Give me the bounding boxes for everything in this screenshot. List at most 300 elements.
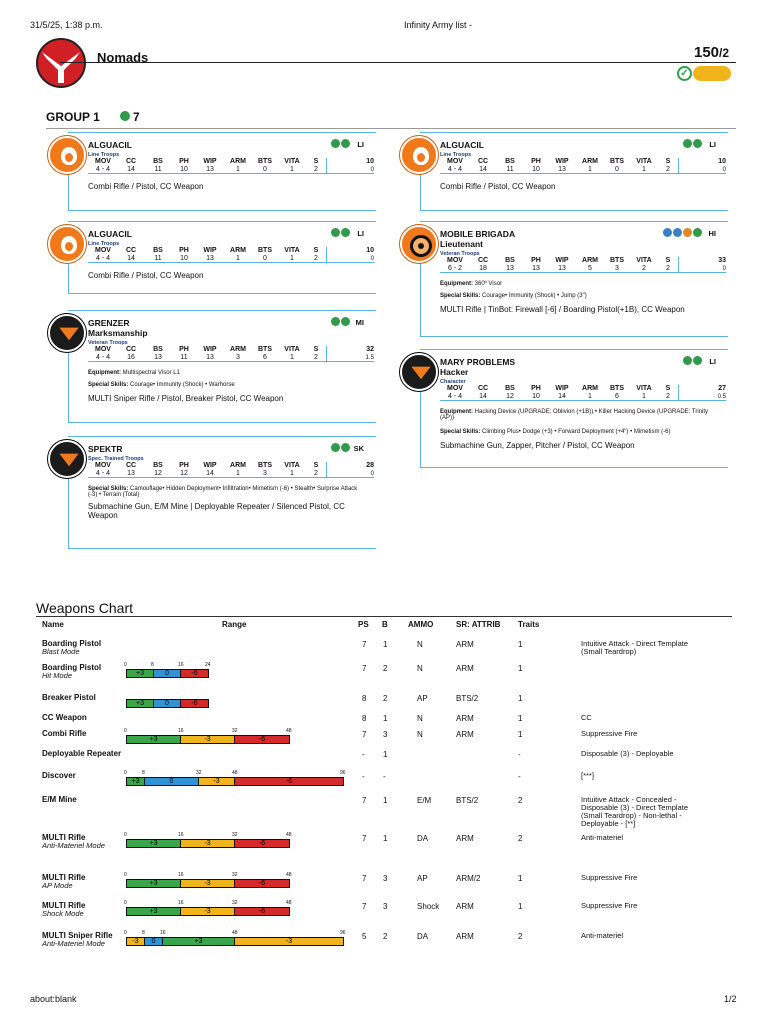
stat-value: 12 [154, 470, 162, 477]
range-tick: 16 [160, 930, 166, 936]
stat-value: 2 [314, 255, 318, 262]
stat-value: 5 [588, 265, 592, 272]
stat-value: 2 [666, 265, 670, 272]
unit-weapons: Submachine Gun, E/M Mine | Deployable Repeater / Silenced Pistol, CC Weapon [88, 502, 345, 520]
card-side-rule [420, 383, 421, 467]
weapon-attrib: ARM [456, 902, 474, 911]
stat-label: BTS [258, 158, 272, 165]
unit-equipment: Equipment: 360º Visor [440, 281, 503, 287]
group-title: GROUP 1 [46, 110, 100, 124]
faction-name: Nomads [97, 50, 149, 65]
stat-label: MOV [95, 346, 111, 353]
print-datetime: 31/5/25, 1:38 p.m. [30, 20, 103, 30]
stat-label: ARM [230, 346, 246, 353]
range-bar [126, 839, 290, 848]
range-band: -3 [181, 736, 235, 743]
stat-value: 0 [615, 166, 619, 173]
unit-swc: 0.5 [678, 393, 726, 400]
unit-skills: Special Skills: Courage• Immunity (Shock) • Jump (3") [440, 293, 587, 299]
stat-value: 1 [642, 393, 646, 400]
card-top-rule [68, 310, 376, 311]
stat-value: 2 [642, 265, 646, 272]
weapon-sr: - [518, 772, 521, 781]
range-tick: 96 [340, 930, 346, 936]
range-tick: 96 [340, 770, 346, 776]
weapon-ps: - [362, 772, 365, 781]
range-band: 0 [154, 700, 181, 707]
valid-check-icon: ✓ [677, 66, 692, 81]
stat-value: 2 [314, 470, 318, 477]
stat-table [440, 257, 726, 273]
stat-label: BTS [610, 158, 624, 165]
stat-value: 13 [558, 166, 566, 173]
order-type-icon [331, 443, 340, 452]
weapon-burst: 1 [383, 750, 388, 759]
weapon-ammo: E/M [417, 796, 432, 805]
card-top-rule [68, 221, 376, 222]
validation-icons [677, 66, 731, 81]
stat-label: S [313, 158, 319, 165]
stat-value: 10 [532, 166, 540, 173]
stat-value: 13 [532, 265, 540, 272]
stat-value: 13 [206, 166, 214, 173]
weapon-ps: 5 [362, 932, 367, 941]
order-type-icon [341, 139, 350, 148]
weapon-ammo: Shock [417, 902, 440, 911]
stat-table [88, 247, 374, 263]
weapon-burst: 3 [383, 730, 388, 739]
order-count: 7 [133, 110, 140, 124]
stat-label: ARM [230, 247, 246, 254]
range-tick: 32 [196, 770, 202, 776]
group-rule [46, 128, 736, 129]
stat-label: PH [179, 247, 189, 254]
range-band: +3 [127, 778, 145, 785]
weapon-attrib: ARM [456, 664, 474, 673]
range-band: +3 [127, 670, 154, 677]
stat-value: 11 [506, 166, 514, 173]
order-icon [120, 111, 130, 121]
stat-label: WIP [555, 257, 569, 264]
weapon-name: Boarding Pistol Hit Mode [42, 663, 102, 680]
stat-table [88, 346, 374, 362]
stat-value: 11 [180, 354, 188, 361]
footer-url: about:blank [30, 994, 77, 1004]
weapon-attrib: ARM [456, 932, 474, 941]
range-tick: 0 [124, 930, 127, 936]
unit-name: ALGUACIL [88, 140, 132, 150]
weapon-attrib: ARM [456, 640, 474, 649]
range-tick: 48 [286, 872, 292, 878]
stat-label: VITA [284, 158, 300, 165]
weapon-row [0, 730, 768, 750]
weapon-traits: Anti-materiel [581, 931, 624, 940]
stat-label: WIP [203, 462, 217, 469]
order-type-icon [683, 356, 692, 365]
range-tick: 0 [124, 900, 127, 906]
range-bar [126, 699, 209, 708]
unit-weapons: Submachine Gun, Zapper, Pitcher / Pistol, CC Weapon [440, 441, 635, 450]
card-bottom-rule [68, 548, 376, 549]
range-band: -6 [181, 700, 208, 707]
unit-order-icons [663, 228, 702, 237]
range-band: -3 [235, 938, 343, 945]
range-tick: 32 [232, 832, 238, 838]
range-tick: 48 [232, 930, 238, 936]
weapon-burst: 2 [383, 694, 388, 703]
print-title: Infinity Army list - [404, 20, 473, 30]
stat-label: BS [153, 462, 163, 469]
range-band: 0 [145, 938, 163, 945]
order-type-icon [331, 228, 340, 237]
card-top-rule [420, 132, 728, 133]
faction-logo [36, 38, 86, 88]
order-type-icon [673, 228, 682, 237]
stat-label: MOV [447, 158, 463, 165]
stat-label: PH [179, 462, 189, 469]
stat-table [440, 158, 726, 174]
stat-label: VITA [636, 385, 652, 392]
unit-emblem-icon [48, 440, 86, 478]
stat-value: 2 [314, 354, 318, 361]
weapon-row [0, 640, 768, 660]
order-type-icon [331, 317, 340, 326]
weapon-traits: Anti-materiel [581, 833, 624, 842]
card-bottom-rule [420, 467, 728, 468]
range-tick: 48 [286, 728, 292, 734]
range-band: +3 [127, 840, 181, 847]
unit-points: 10 [326, 158, 374, 166]
stat-value: 4 - 4 [95, 166, 110, 173]
stat-value: 6 - 2 [447, 265, 462, 272]
stat-table [440, 385, 726, 401]
unit-weapons: Combi Rifle / Pistol, CC Weapon [88, 182, 204, 191]
range-tick: 48 [286, 832, 292, 838]
stat-value: 13 [154, 354, 162, 361]
weapon-attrib: BTS/2 [456, 796, 479, 805]
stat-label: WIP [555, 385, 569, 392]
order-type-icon [663, 228, 672, 237]
stat-value: 13 [206, 354, 214, 361]
range-band: 0 [145, 778, 199, 785]
stat-label: S [313, 247, 319, 254]
stat-label: CC [125, 158, 137, 165]
unit-card [46, 132, 376, 210]
unit-points: 10 [678, 158, 726, 166]
stat-label: S [313, 462, 319, 469]
unit-tier: Veteran Troops [88, 340, 128, 346]
range-band: +3 [127, 880, 181, 887]
stat-table [88, 158, 374, 174]
stat-value: 4 - 4 [95, 255, 110, 262]
weapon-ps: 7 [362, 664, 367, 673]
range-tick: 32 [232, 900, 238, 906]
range-bar [126, 669, 209, 678]
col-range: Range [222, 620, 247, 629]
stat-label: MOV [447, 257, 463, 264]
card-bottom-rule [68, 293, 376, 294]
unit-order-icons [683, 356, 702, 365]
weapon-sr: - [518, 750, 521, 759]
weapon-ps: 7 [362, 874, 367, 883]
unit-weapons: MULTI Sniper Rifle / Pistol, Breaker Pistol, CC Weapon [88, 394, 284, 403]
stat-label: CC [125, 346, 137, 353]
unit-swc: 0 [326, 166, 374, 173]
col-sr-attrib: SR: ATTRIB [456, 620, 501, 629]
stat-label: VITA [636, 257, 652, 264]
stat-value: 13 [506, 265, 514, 272]
stat-label: BS [505, 158, 515, 165]
stat-label: ARM [230, 158, 246, 165]
stat-value: 3 [615, 265, 619, 272]
stat-label: BTS [610, 257, 624, 264]
stat-label: MOV [447, 385, 463, 392]
stat-value: 14 [479, 393, 487, 400]
stat-label: PH [531, 385, 541, 392]
unit-emblem-icon [400, 225, 438, 263]
stat-value: 1 [236, 470, 240, 477]
weapon-name: E/M Mine [42, 795, 77, 804]
stat-table [88, 462, 374, 478]
weapon-sr: 1 [518, 730, 523, 739]
unit-name: ALGUACIL [440, 140, 484, 150]
stat-label: BS [505, 257, 515, 264]
weapon-traits: Intuitive Attack - Direct Template (Small Teardrop) [581, 639, 688, 656]
range-tick: 8 [151, 662, 154, 668]
card-side-rule [68, 470, 69, 548]
weapon-traits: Suppressive Fire [581, 729, 638, 738]
weapon-ps: - [362, 750, 365, 759]
stat-value: 1 [236, 255, 240, 262]
stat-value: 10 [180, 255, 188, 262]
weapon-traits: Intuitive Attack - Concealed - Disposable (3) - Direct Template (Small Teardrop) - Non-lethal - Deployable - [**] [581, 795, 688, 828]
stat-label: CC [477, 158, 489, 165]
stat-label: ARM [582, 257, 598, 264]
weapon-traits: Suppressive Fire [581, 901, 638, 910]
order-type-icon [693, 139, 702, 148]
weapon-sr: 1 [518, 874, 523, 883]
stat-label: MOV [95, 462, 111, 469]
stat-value: 1 [236, 166, 240, 173]
stat-value: 3 [263, 470, 267, 477]
range-tick: 24 [205, 662, 211, 668]
stat-label: S [313, 346, 319, 353]
stat-label: BS [505, 385, 515, 392]
stat-label: WIP [203, 158, 217, 165]
range-bar [126, 907, 290, 916]
stat-value: 13 [127, 470, 135, 477]
range-tick: 0 [124, 832, 127, 838]
weapon-name: MULTI Rifle Shock Mode [42, 901, 86, 918]
unit-card [46, 221, 376, 293]
weapon-row [0, 834, 768, 854]
card-top-rule [68, 132, 376, 133]
stat-label: VITA [284, 247, 300, 254]
weapon-ps: 8 [362, 714, 367, 723]
unit-order-icons [331, 443, 350, 452]
weapon-sr: 1 [518, 640, 523, 649]
range-tick: 16 [178, 900, 184, 906]
stat-value: 2 [314, 166, 318, 173]
stat-label: BTS [258, 247, 272, 254]
unit-name: MOBILE BRIGADA [440, 229, 516, 239]
order-type-icon [341, 228, 350, 237]
stat-label: WIP [555, 158, 569, 165]
unit-skills: Special Skills: Climbing Plus• Dodge (+3) • Forward Deployment (+4") • Mimetism (-6) [440, 429, 671, 435]
weapon-ps: 7 [362, 640, 367, 649]
weapon-name: MULTI Sniper Rifle Anti-Materiel Mode [42, 931, 113, 948]
weapon-row [0, 694, 768, 714]
unit-swc: 0 [678, 265, 726, 272]
range-tick: 48 [286, 900, 292, 906]
unit-points: 28 [326, 462, 374, 470]
stat-value: 12 [506, 393, 514, 400]
stat-value: 4 - 4 [95, 470, 110, 477]
weapon-name: Combi Rifle [42, 729, 87, 738]
weapon-sr: 1 [518, 694, 523, 703]
stat-label: BS [153, 346, 163, 353]
weapon-ammo: N [417, 730, 423, 739]
stat-value: 1 [642, 166, 646, 173]
unit-card [398, 221, 728, 336]
stat-value: 4 - 4 [447, 166, 462, 173]
stat-label: PH [179, 346, 189, 353]
unit-name: ALGUACIL [88, 229, 132, 239]
weapon-burst: 2 [383, 932, 388, 941]
range-band: -6 [235, 908, 289, 915]
unit-tier: Line Troops [440, 152, 472, 158]
unit-card [398, 349, 728, 467]
weapon-row [0, 750, 768, 770]
weapon-ps: 7 [362, 730, 367, 739]
unit-emblem-icon [400, 353, 438, 391]
range-band: +3 [127, 700, 154, 707]
stat-label: ARM [582, 158, 598, 165]
weapon-name: Breaker Pistol [42, 693, 96, 702]
weapon-traits: Disposable (3) - Deployable [581, 749, 674, 758]
stat-value: 14 [479, 166, 487, 173]
stat-value: 18 [479, 265, 487, 272]
range-band: +3 [127, 908, 181, 915]
stat-value: 3 [236, 354, 240, 361]
weapon-name: CC Weapon [42, 713, 87, 722]
unit-name: GRENZER [88, 318, 130, 328]
order-type-icon [693, 228, 702, 237]
unit-tier: Line Troops [88, 152, 120, 158]
order-type-icon [683, 139, 692, 148]
range-tick: 32 [232, 872, 238, 878]
weapon-burst: 1 [383, 834, 388, 843]
stat-label: VITA [284, 346, 300, 353]
range-band: -3 [127, 938, 145, 945]
unit-tier: Character [440, 379, 466, 385]
range-tick: 0 [124, 770, 127, 776]
weapon-ammo: AP [417, 694, 428, 703]
stat-value: 11 [154, 166, 162, 173]
range-tick: 48 [232, 770, 238, 776]
stat-label: WIP [203, 247, 217, 254]
weapon-ammo: N [417, 714, 423, 723]
stat-label: PH [531, 257, 541, 264]
range-band: -3 [199, 778, 235, 785]
card-side-rule [420, 255, 421, 336]
unit-swc: 0 [326, 255, 374, 262]
stat-value: 14 [127, 255, 135, 262]
unit-card [46, 310, 376, 422]
range-band: +3 [163, 938, 235, 945]
unit-type: LI [357, 229, 364, 238]
weapon-ammo: N [417, 640, 423, 649]
unit-emblem-icon [48, 225, 86, 263]
warning-icon [693, 66, 731, 81]
unit-type: SK [353, 444, 364, 453]
range-band: -3 [181, 880, 235, 887]
stat-value: 16 [127, 354, 135, 361]
weapon-burst: 1 [383, 714, 388, 723]
stat-value: 1 [290, 354, 294, 361]
weapon-attrib: ARM [456, 714, 474, 723]
weapon-row [0, 795, 768, 828]
card-bottom-rule [68, 422, 376, 423]
range-tick: 8 [142, 770, 145, 776]
stat-value: 14 [206, 470, 214, 477]
weapon-name: Discover [42, 771, 76, 780]
range-band: -3 [181, 840, 235, 847]
col-ammo: AMMO [408, 620, 434, 629]
weapon-row [0, 932, 768, 952]
unit-tier: Line Troops [88, 241, 120, 247]
unit-swc: 0 [678, 166, 726, 173]
stat-label: VITA [284, 462, 300, 469]
unit-weapons: MULTI Rifle | TinBot: Firewall [-6] / Boarding Pistol(+1B), CC Weapon [440, 305, 685, 314]
weapon-burst: 1 [383, 796, 388, 805]
range-band: -3 [181, 908, 235, 915]
weapon-traits: Suppressive Fire [581, 873, 638, 882]
card-top-rule [420, 221, 728, 222]
order-type-icon [331, 139, 340, 148]
range-tick: 16 [178, 872, 184, 878]
weapon-burst: 1 [383, 640, 388, 649]
stat-value: 13 [558, 265, 566, 272]
stat-label: BS [153, 158, 163, 165]
unit-points: 27 [678, 385, 726, 393]
range-bar [126, 735, 290, 744]
unit-points: 33 [678, 257, 726, 265]
stat-value: 1 [290, 470, 294, 477]
range-tick: 16 [178, 728, 184, 734]
stat-value: 14 [127, 166, 135, 173]
stat-value: 6 [615, 393, 619, 400]
weapon-attrib: ARM [456, 834, 474, 843]
weapon-attrib: ARM/2 [456, 874, 481, 883]
range-bar [126, 879, 290, 888]
stat-label: CC [477, 257, 489, 264]
stat-label: CC [125, 247, 137, 254]
stat-value: 1 [588, 166, 592, 173]
unit-equipment: Equipment: Multispectral Visor L1 [88, 370, 180, 376]
unit-type: HI [708, 229, 716, 238]
unit-tier: Veteran Troops [440, 251, 480, 257]
unit-type: LI [709, 357, 716, 366]
stat-value: 2 [666, 166, 670, 173]
weapon-sr: 1 [518, 664, 523, 673]
weapon-traits: CC [581, 713, 592, 722]
unit-weapons: Combi Rifle / Pistol, CC Weapon [440, 182, 556, 191]
unit-points: 32 [326, 346, 374, 354]
stat-value: 4 - 4 [95, 354, 110, 361]
unit-profile: Lieutenant [440, 239, 483, 249]
range-tick: 0 [124, 728, 127, 734]
